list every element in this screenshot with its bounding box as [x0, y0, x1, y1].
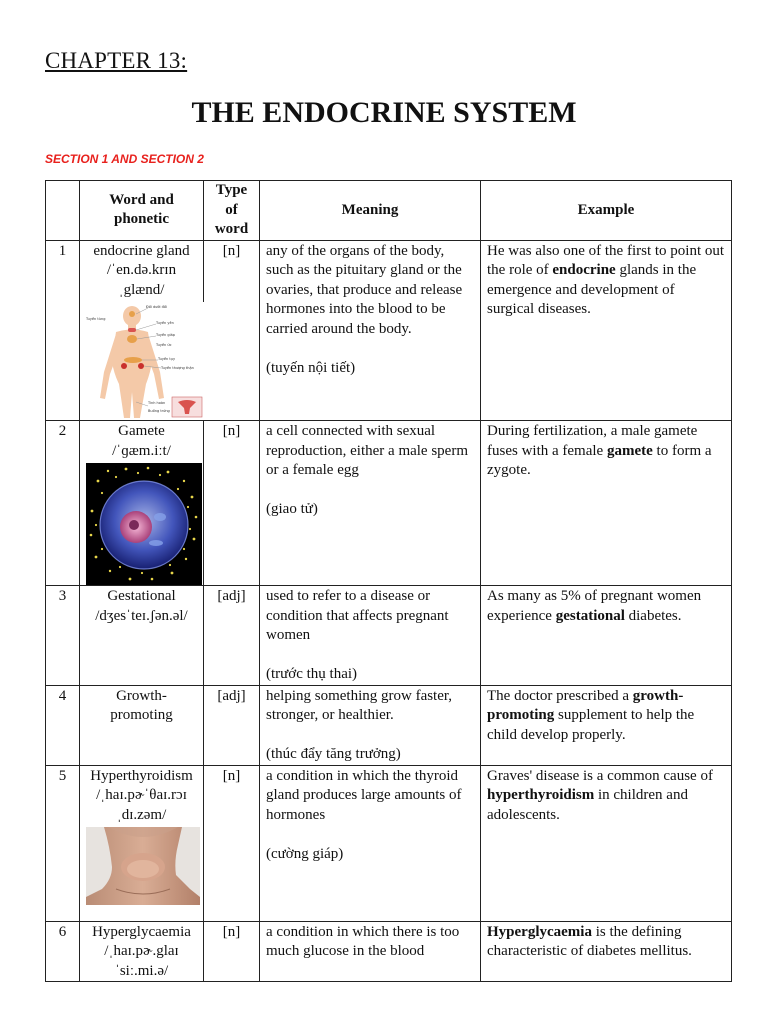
header-type: Type of word	[204, 181, 260, 241]
diagram-label: Tuyến tùng	[86, 317, 106, 321]
example-text: glands in the emergence and development of surgical diseases.	[487, 262, 697, 317]
diagram-label: Tuyến giáp	[156, 333, 175, 337]
example-keyword: hyperthyroidism	[487, 787, 595, 803]
meaning-cell	[260, 240, 481, 421]
term-word: Hyperthyroidism	[90, 767, 193, 784]
term-word: Gamete	[118, 423, 165, 439]
word-type: [n]	[204, 421, 260, 586]
example-text: The doctor prescribed a	[487, 687, 633, 704]
row-number: 2	[46, 421, 80, 586]
term-phonetic: /ˌhaɪ.pɚˈθaɪ.rɔɪˌdɪ.zəm/	[96, 787, 187, 823]
term-cell	[80, 240, 204, 421]
example-text: is the defining characteristic of diabetes mellitus.	[487, 923, 692, 959]
example-keyword: gestational	[555, 607, 625, 624]
gamete-cell-image	[86, 463, 202, 585]
meaning-cell	[260, 421, 481, 586]
example-cell	[481, 765, 732, 921]
translation-text: (cường giáp)	[266, 845, 344, 862]
chapter-heading: CHAPTER 13:	[45, 48, 188, 73]
table-row	[46, 240, 732, 421]
meaning-text: a condition in which there is too much glucose in the blood	[266, 923, 460, 959]
example-keyword: growth-promoting	[487, 687, 684, 723]
table-row	[46, 586, 732, 686]
term-cell	[80, 765, 204, 921]
table-row	[46, 921, 732, 982]
diagram-label: Buồng trứng	[148, 409, 170, 413]
diagram-label: Tuyến tụy	[158, 357, 176, 361]
word-type: [n]	[204, 921, 260, 982]
table-row	[46, 421, 732, 586]
term-cell	[80, 586, 204, 686]
word-type: [n]	[204, 765, 260, 921]
row-number: 5	[46, 765, 80, 921]
example-text: Graves' disease is a common cause of	[487, 767, 713, 784]
row-number: 4	[46, 685, 80, 765]
diagram-label: Tuyến ức	[156, 343, 172, 347]
term-cell	[80, 685, 204, 765]
term-word: Hyperglycaemia	[92, 923, 191, 940]
term-phonetic: /ˈen.də.krɪn ˌglænd/	[106, 262, 177, 298]
table-row	[46, 765, 732, 921]
example-keyword: endocrine	[552, 262, 616, 278]
term-phonetic: /ˈɡæm.iːt/	[112, 442, 171, 459]
example-cell	[481, 685, 732, 765]
meaning-cell	[260, 586, 481, 686]
word-type: [n]	[204, 240, 260, 421]
example-text: supplement to help the child develop properly.	[487, 707, 695, 743]
table-header-row	[46, 181, 732, 241]
example-cell	[481, 586, 732, 686]
term-cell	[80, 921, 204, 982]
example-cell	[481, 421, 732, 586]
row-number: 6	[46, 921, 80, 982]
example-keyword: Hyperglycaemia	[487, 923, 592, 940]
word-type: [adj]	[204, 685, 260, 765]
diagram-label: Tinh hoàn	[148, 401, 166, 405]
term-word: Growth-promoting	[110, 687, 173, 723]
example-keyword: gamete	[606, 442, 653, 459]
endocrine-diagram-image	[86, 302, 204, 420]
header-word: Word and phonetic	[80, 181, 204, 241]
header-number	[46, 181, 80, 241]
word-type: [adj]	[204, 586, 260, 686]
translation-text: (giao tử)	[266, 501, 318, 517]
example-text: He was also one of the first to point out the role of	[487, 242, 725, 278]
example-cell	[481, 921, 732, 982]
row-number: 1	[46, 240, 80, 421]
example-text: During fertilization, a male gamete fuses with a female	[487, 423, 698, 459]
example-text: As many as 5% of pregnant women experience	[487, 588, 702, 624]
vocabulary-table	[45, 180, 732, 982]
meaning-text: a cell connected with sexual reproduction, either a male sperm or a female egg	[266, 423, 469, 478]
section-label: SECTION 1 AND SECTION 2	[45, 152, 204, 166]
neck-goiter-image	[86, 827, 200, 905]
meaning-cell	[260, 765, 481, 921]
diagram-label: Đồi dưới đồi	[146, 305, 167, 309]
meaning-cell	[260, 685, 481, 765]
term-phonetic: /ˌhaɪ.pɚ.glaɪˈsiː.mi.ə/	[104, 943, 179, 979]
meaning-text: any of the organs of the body, such as the pituitary gland or the ovaries, that produce and release hormones into the blood to be carried around the body.	[266, 242, 463, 337]
meaning-text: used to refer to a disease or condition that affects pregnant women	[266, 588, 449, 643]
term-word: Gestational	[107, 588, 176, 604]
example-text: diabetes.	[624, 607, 682, 624]
diagram-label: Tuyến yên	[156, 321, 174, 325]
term-word: endocrine gland	[93, 242, 190, 259]
table-row	[46, 685, 732, 765]
example-cell	[481, 240, 732, 421]
meaning-cell	[260, 921, 481, 982]
example-text: in children and adolescents.	[487, 787, 688, 823]
header-example: Example	[481, 181, 732, 241]
example-text: to form a zygote.	[487, 442, 712, 478]
term-phonetic: /dʒesˈteɪ.ʃən.əl/	[95, 607, 188, 624]
header-meaning: Meaning	[260, 181, 481, 241]
translation-text: (trước thụ thai)	[266, 666, 358, 682]
translation-text: (thúc đẩy tăng trưởng)	[266, 746, 401, 762]
row-number: 3	[46, 586, 80, 686]
meaning-text: helping something grow faster, stronger, or healthier.	[266, 687, 453, 723]
diagram-label: Tuyến thượng thận	[161, 366, 194, 370]
meaning-text: a condition in which the thyroid gland produces large amounts of hormones	[266, 767, 462, 823]
term-cell	[80, 421, 204, 586]
page-title: THE ENDOCRINE SYSTEM	[191, 96, 577, 129]
translation-text: (tuyến nội tiết)	[266, 359, 356, 376]
